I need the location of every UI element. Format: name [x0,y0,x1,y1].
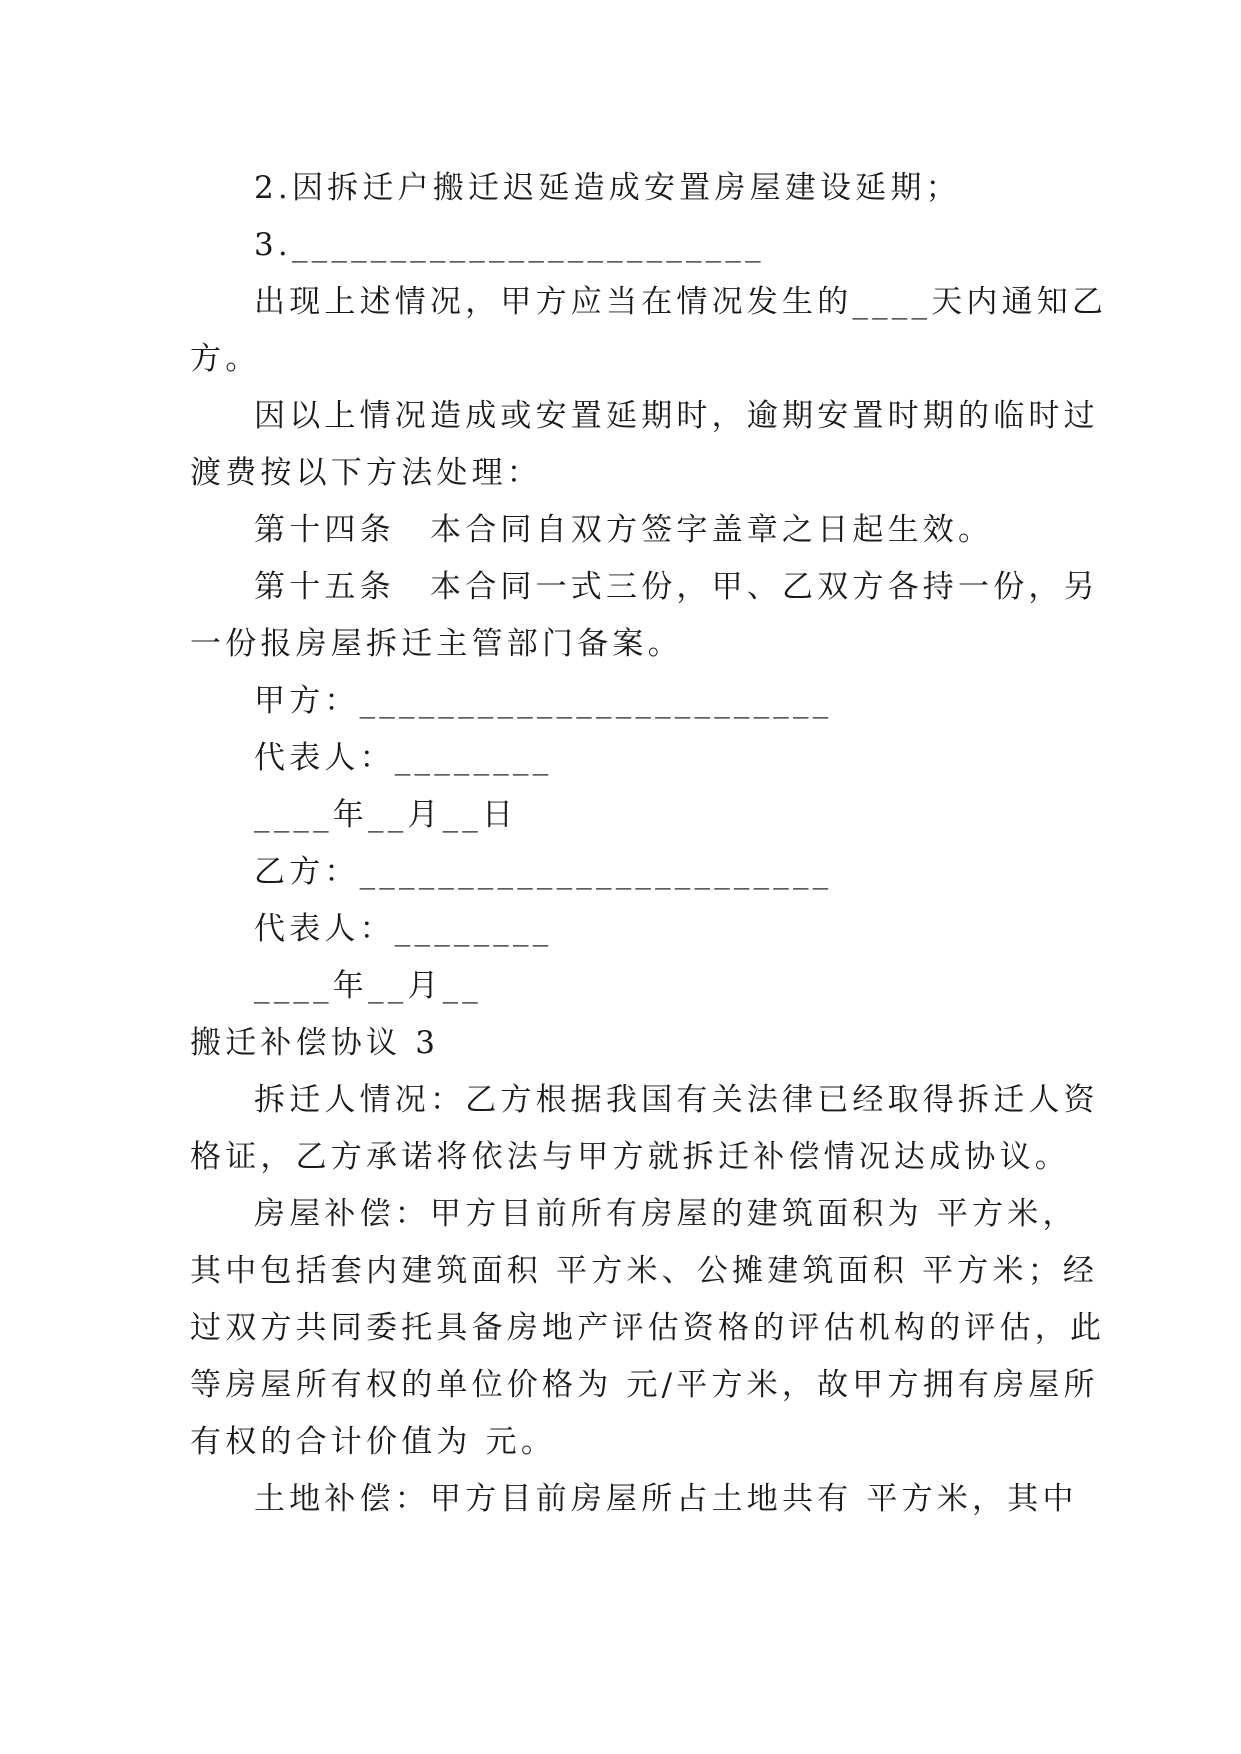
paragraph-transition-fee-line-2: 渡费按以下方法处理： [190,455,542,491]
paragraph-notice-line-1: 出现上述情况，甲方应当在情况发生的____天内通知乙 [254,284,1108,320]
party-b-signature-line: 乙方：________________________ [254,854,833,890]
clause-3-blank-line: 3.________________________ [254,227,765,263]
party-a-signature-line: 甲方：________________________ [254,683,833,719]
paragraph-notice-line-2: 方。 [190,341,261,377]
section-title-agreement-3: 搬迁补偿协议 3 [190,1025,440,1061]
land-compensation-line-1: 土地补偿：甲方目前房屋所占土地共有 平方米，其中 [254,1481,1078,1517]
relocator-info-line-1: 拆迁人情况：乙方根据我国有关法律已经取得拆迁人资 [254,1082,1099,1118]
house-compensation-line-3: 过双方共同委托具备房地产评估资格的评估机构的评估，此 [190,1310,1106,1346]
relocator-info-line-2: 格证，乙方承诺将依法与甲方就拆迁补偿情况达成协议。 [190,1139,1070,1175]
clause-2-line: 2.因拆迁户搬迁迟延造成安置房屋建设延期； [254,170,961,206]
house-compensation-line-1: 房屋补偿：甲方目前所有房屋的建筑面积为 平方米， [254,1196,1078,1232]
article-15-line-2: 一份报房屋拆迁主管部门备案。 [190,626,683,662]
house-compensation-line-5: 有权的合计价值为 元。 [190,1424,557,1460]
paragraph-transition-fee-line-1: 因以上情况造成或安置延期时，逾期安置时期的临时过 [254,398,1099,434]
party-a-representative-line: 代表人：________ [254,740,553,776]
house-compensation-line-2: 其中包括套内建筑面积 平方米、公摊建筑面积 平方米；经 [190,1253,1099,1289]
party-b-representative-line: 代表人：________ [254,911,553,947]
article-14-line: 第十四条 本合同自双方签字盖章之日起生效。 [254,512,994,548]
house-compensation-line-4: 等房屋所有权的单位价格为 元/平方米，故甲方拥有房屋所 [190,1367,1099,1403]
party-b-date-line: ____年__月__ [254,968,482,1004]
article-15-line-1: 第十五条 本合同一式三份，甲、乙双方各持一份，另 [254,569,1099,605]
party-a-date-line: ____年__月__日 [254,797,518,833]
